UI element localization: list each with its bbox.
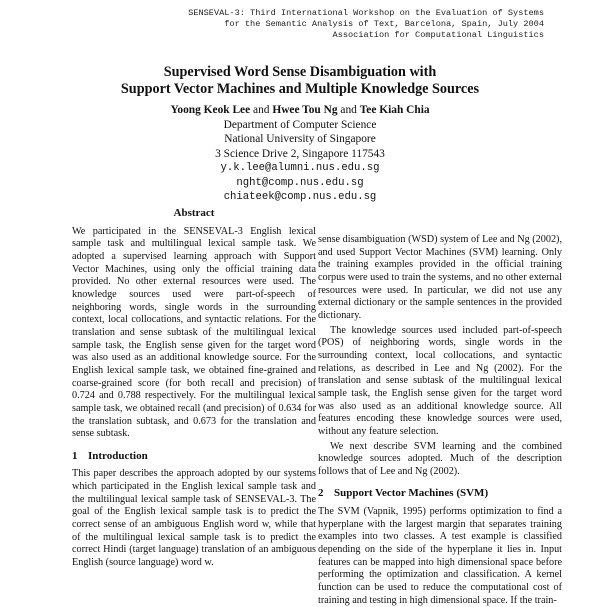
section-2-heading: [318, 487, 562, 500]
title-line-2: Support Vector Machines and Multiple Knowledge Sources: [120, 81, 480, 97]
title-line-1: Supervised Word Sense Disambiguation with: [163, 64, 437, 80]
section-2-number: 2: [318, 487, 324, 500]
section-2-title: Support Vector Machines (SVM): [334, 487, 489, 500]
email-2: nght@comp.nus.edu.sg: [236, 176, 364, 189]
author-3: Tee Kiah Chia: [359, 104, 430, 116]
author-conjunction-2: and: [340, 104, 357, 116]
email-3: chiateek@comp.nus.edu.sg: [223, 191, 377, 203]
right-para-1: sense disambiguation (WSD) system of Lee and Ng (2002), and used Support Vector Machines (SVM) learning. Only the training examples provided in the official training corpus were used to train the systems, and no other external resources were used. In particular, we did not use any external dictionary or the sample sentences in the provided dictionary.: [318, 234, 562, 321]
abstract-heading: Abstract: [173, 207, 215, 219]
right-para-3: We next describe SVM learning and the combined knowledge sources adopted. Much of the description follows that of Lee and Ng (2002).: [318, 440, 562, 477]
left-column: [72, 207, 316, 570]
address: 3 Science Drive 2, Singapore 117543: [215, 147, 385, 160]
right-column: [318, 234, 562, 607]
section-1-title: Introduction: [88, 449, 148, 462]
venue-line-3: Association for Computational Linguistics: [332, 30, 544, 40]
abstract-text: We participated in the SENSEVAL-3 English lexical sample task and multilingual lexical sample task. We adopted a supervised learning approach with Support Vector Machines, using only the official training data provided. No other external resources were used. The knowledge sources used were part-of-speech of neighboring words, single words in the surrounding context, local collocations, and syntactic relations. For the translation and sense subtask of the multilingual lexical sample task, the English sense given for the target word was also used as an additional knowledge source. For the English lexical sample task, we obtained fine-grained and coarse-grained score (for both recall and precision) of 0.724 and 0.788 respectively. For the multilingual lexical sample task, we obtained recall (and precision) of 0.634 for the translation subtask, and 0.673 for the translation and sense subtask.: [72, 225, 316, 440]
author-2: Hwee Tou Ng: [272, 104, 338, 116]
section-2-text: The SVM (Vapnik, 1995) performs optimization to find a hyperplane with the largest margin that separates training examples into two classes. A test example is classified depending on the side of the hyperplane it lies in. Input features can be mapped into high dimensional space before performing the optimization and classification. A kernel function can be used to reduce the computational cost of training and testing in high dimensional space. If the train-: [318, 506, 562, 606]
author-block: [0, 103, 600, 205]
university: National University of Singapore: [224, 133, 376, 145]
author-names: [0, 103, 600, 118]
paper-title: [0, 64, 600, 98]
author-conjunction-1: and: [253, 104, 270, 116]
email-1: y.k.lee@alumni.nus.edu.sg: [220, 162, 380, 174]
section-1-number: 1: [72, 449, 78, 462]
author-1: Yoong Keok Lee: [170, 104, 251, 116]
right-para-2: The knowledge sources used included part-of-speech (POS) of neighboring words, single words in the surrounding context, local collocations, and syntactic relations, as described in Lee and Ng (2002). For the translation and sense subtask of the multilingual lexical sample task, the English sense given for the target word was also used as an additional knowledge source. All features encoding these knowledge sources were used, without any feature selection.: [318, 324, 562, 437]
venue-line-1: SENSEVAL-3: Third International Workshop on the Evaluation of Systems: [188, 8, 544, 18]
section-1-text: This paper describes the approach adopted by our systems which participated in the English lexical sample task and the multilingual lexical sample task of SENSEVAL-3. The goal of the English lexical sample task is to predict the correct sense of an ambiguous English word w, while that of the multilingual lexical sample task is to predict the correct Hindi (target language) translation of an ambiguous English (source language) word w.: [72, 468, 316, 569]
department: Department of Computer Science: [223, 118, 377, 131]
venue-line-2: for the Semantic Analysis of Text, Barcelona, Spain, July 2004: [224, 19, 544, 29]
section-1-heading: [72, 450, 316, 463]
venue-header: [188, 8, 544, 41]
